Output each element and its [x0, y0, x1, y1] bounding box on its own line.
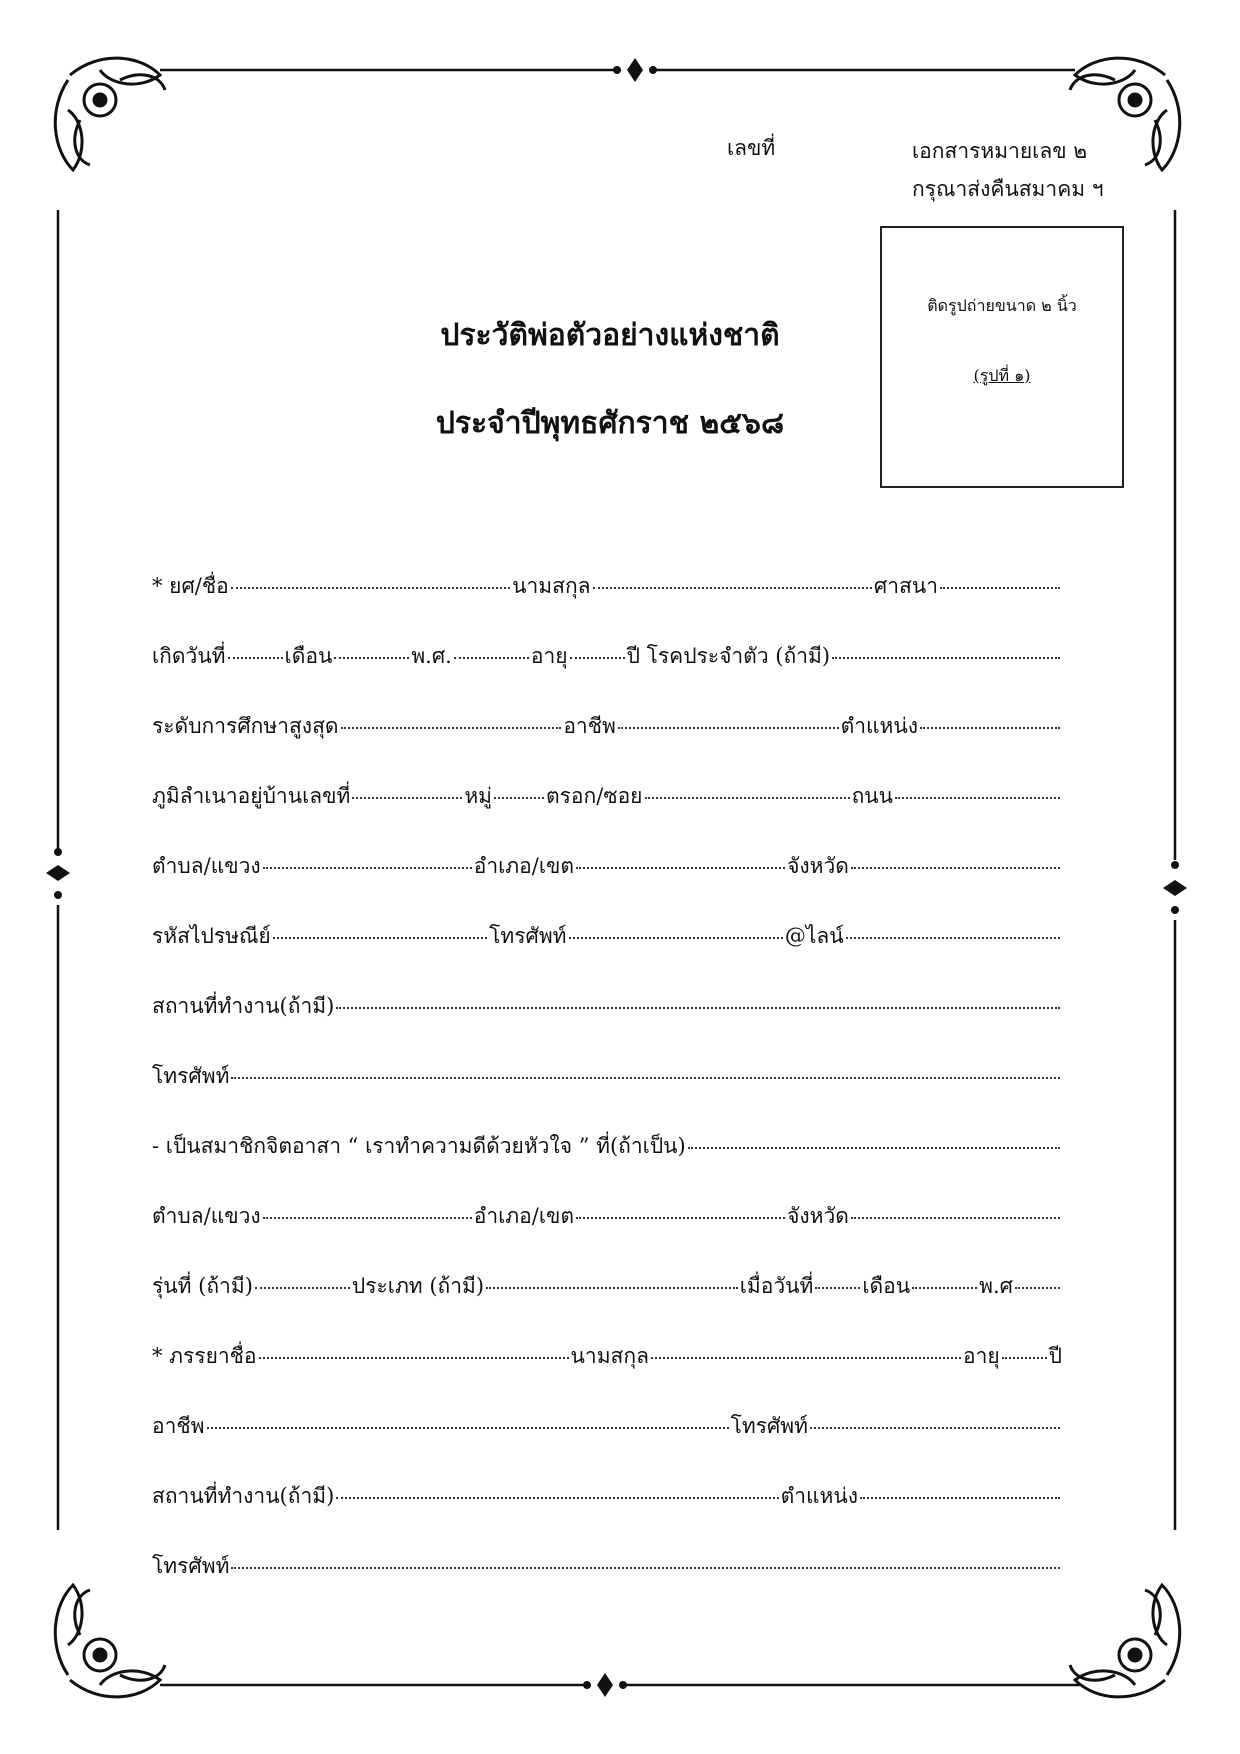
form-row-generation	[152, 1270, 1062, 1303]
field-house-no[interactable]	[352, 797, 462, 799]
label-year: พ.ศ	[979, 1274, 1013, 1298]
label-surname: นามสกุล	[512, 574, 591, 598]
field-year[interactable]	[1015, 1287, 1060, 1289]
label-work-phone: โทรศัพท์	[152, 1064, 230, 1088]
form-row-volunteer	[152, 1130, 1062, 1163]
form-row-wife-work-phone	[152, 1550, 1062, 1583]
field-subdistrict[interactable]	[263, 867, 472, 869]
field-road[interactable]	[895, 797, 1060, 799]
label-soi: ตรอก/ซอย	[546, 784, 643, 808]
label-postcode: รหัสไปรษณีย์	[152, 924, 271, 948]
form-row-contact	[152, 920, 1062, 953]
label-generation: รุ่นที่ (ถ้ามี)	[152, 1274, 253, 1298]
field-volunteer[interactable]	[688, 1147, 1060, 1149]
field-line-id[interactable]	[846, 937, 1060, 939]
field-birth-year[interactable]	[454, 657, 529, 659]
label-date: เมื่อวันที่	[739, 1274, 814, 1298]
label-rank-name: * ยศ/ชื่อ	[152, 574, 229, 598]
label-wife-age-unit: ปี	[1048, 1344, 1063, 1368]
form-row-address	[152, 780, 1062, 813]
label-phone: โทรศัพท์	[489, 924, 567, 948]
field-disease[interactable]	[832, 657, 1060, 659]
form-row-wife-workplace	[152, 1480, 1062, 1513]
document-reference-line2: กรุณาส่งคืนสมาคม ฯ	[912, 177, 1104, 201]
field-type[interactable]	[486, 1287, 738, 1289]
field-wife-occupation[interactable]	[207, 1427, 729, 1429]
fleuron-top	[613, 58, 657, 82]
label-workplace: สถานที่ทำงาน(ถ้ามี)	[152, 994, 335, 1018]
label-wife-age: อายุ	[962, 1344, 1000, 1368]
page-subtitle: ประจำปีพุทธศักราช ๒๕๖๘	[435, 406, 785, 441]
field-religion[interactable]	[940, 587, 1060, 589]
field-phone[interactable]	[569, 937, 783, 939]
label-vol-subdistrict: ตำบล/แขวง	[152, 1204, 261, 1228]
label-age: อายุ	[530, 644, 568, 668]
field-position[interactable]	[920, 727, 1060, 729]
field-wife-surname[interactable]	[651, 1357, 961, 1359]
field-age[interactable]	[570, 657, 625, 659]
photo-caption: (รูปที่ ๑)	[973, 366, 1031, 385]
field-workplace[interactable]	[336, 1007, 1060, 1009]
field-date[interactable]	[815, 1287, 860, 1289]
label-wife-work-phone: โทรศัพท์	[152, 1554, 230, 1578]
field-rank-name[interactable]	[231, 587, 510, 589]
label-wife-position: ตำแหน่ง	[780, 1484, 858, 1508]
field-occupation[interactable]	[618, 727, 839, 729]
field-birth-month[interactable]	[334, 657, 409, 659]
form-row-birth	[152, 640, 1062, 673]
fleuron-left	[46, 848, 70, 899]
field-birth-day[interactable]	[228, 657, 283, 659]
label-wife-occupation: อาชีพ	[152, 1414, 205, 1438]
label-province: จังหวัด	[787, 854, 849, 878]
label-birth-year: พ.ศ.	[411, 644, 452, 668]
photo-instruction: ติดรูปถ่ายขนาด ๒ นิ้ว	[927, 296, 1077, 315]
label-volunteer: - เป็นสมาชิกจิตอาสา “ เราทำความดีด้วยหัวใจ ” ที่(ถ้าเป็น)	[152, 1134, 686, 1158]
document-number-label: เลขที่	[727, 136, 776, 160]
label-subdistrict: ตำบล/แขวง	[152, 854, 261, 878]
corner-ornament-top-left	[55, 58, 165, 170]
form-row-work-phone	[152, 1060, 1062, 1093]
field-vol-subdistrict[interactable]	[263, 1217, 472, 1219]
field-moo[interactable]	[494, 797, 544, 799]
corner-ornament-bottom-left	[55, 1585, 165, 1697]
field-wife-position[interactable]	[860, 1497, 1060, 1499]
form-row-wife-occupation	[152, 1410, 1062, 1443]
label-wife-name: * ภรรยาชื่อ	[152, 1344, 257, 1368]
fleuron-right	[1163, 861, 1187, 914]
field-district[interactable]	[576, 867, 785, 869]
document-reference	[912, 132, 1104, 208]
field-wife-phone[interactable]	[810, 1427, 1060, 1429]
label-birth-month: เดือน	[284, 644, 333, 668]
label-wife-workplace: สถานที่ทำงาน(ถ้ามี)	[152, 1484, 335, 1508]
field-wife-work-phone[interactable]	[231, 1567, 1060, 1569]
label-moo: หมู่	[464, 784, 492, 808]
form-row-education	[152, 710, 1062, 743]
fleuron-bottom	[583, 1673, 627, 1697]
page-title: ประวัติพ่อตัวอย่างแห่งชาติ	[440, 318, 780, 353]
field-vol-district[interactable]	[576, 1217, 785, 1219]
label-birth-day: เกิดวันที่	[152, 644, 226, 668]
form-row-name	[152, 570, 1062, 603]
field-surname[interactable]	[593, 587, 872, 589]
form-row-workplace	[152, 990, 1062, 1023]
label-disease: ปี โรคประจำตัว (ถ้ามี)	[626, 644, 831, 668]
field-wife-age[interactable]	[1002, 1357, 1047, 1359]
form-row-volunteer-district	[152, 1200, 1062, 1233]
label-wife-surname: นามสกุล	[570, 1344, 649, 1368]
label-position: ตำแหน่ง	[840, 714, 919, 738]
label-type: ประเภท (ถ้ามี)	[351, 1274, 485, 1298]
label-wife-phone: โทรศัพท์	[730, 1414, 808, 1438]
label-religion: ศาสนา	[873, 574, 939, 598]
corner-ornament-bottom-right	[1070, 1585, 1180, 1697]
label-road: ถนน	[851, 784, 893, 808]
field-month[interactable]	[912, 1287, 977, 1289]
field-wife-name[interactable]	[259, 1357, 569, 1359]
label-vol-province: จังหวัด	[787, 1204, 849, 1228]
field-province[interactable]	[851, 867, 1060, 869]
form-row-district	[152, 850, 1062, 883]
field-work-phone[interactable]	[231, 1077, 1060, 1079]
field-education[interactable]	[341, 727, 562, 729]
field-soi[interactable]	[645, 797, 850, 799]
label-district: อำเภอ/เขต	[473, 854, 575, 878]
label-occupation: อาชีพ	[563, 714, 616, 738]
field-postcode[interactable]	[273, 937, 487, 939]
label-month: เดือน	[862, 1274, 911, 1298]
form-row-wife	[152, 1340, 1062, 1373]
document-reference-line1: เอกสารหมายเลข ๒	[912, 139, 1088, 163]
label-education: ระดับการศึกษาสูงสุด	[152, 714, 339, 738]
field-wife-workplace[interactable]	[336, 1497, 778, 1499]
field-generation[interactable]	[255, 1287, 350, 1289]
label-house-no: ภูมิลำเนาอยู่บ้านเลขที่	[152, 784, 351, 808]
field-vol-province[interactable]	[851, 1217, 1060, 1219]
label-vol-district: อำเภอ/เขต	[473, 1204, 575, 1228]
label-line-id: @ไลน์	[784, 924, 844, 948]
